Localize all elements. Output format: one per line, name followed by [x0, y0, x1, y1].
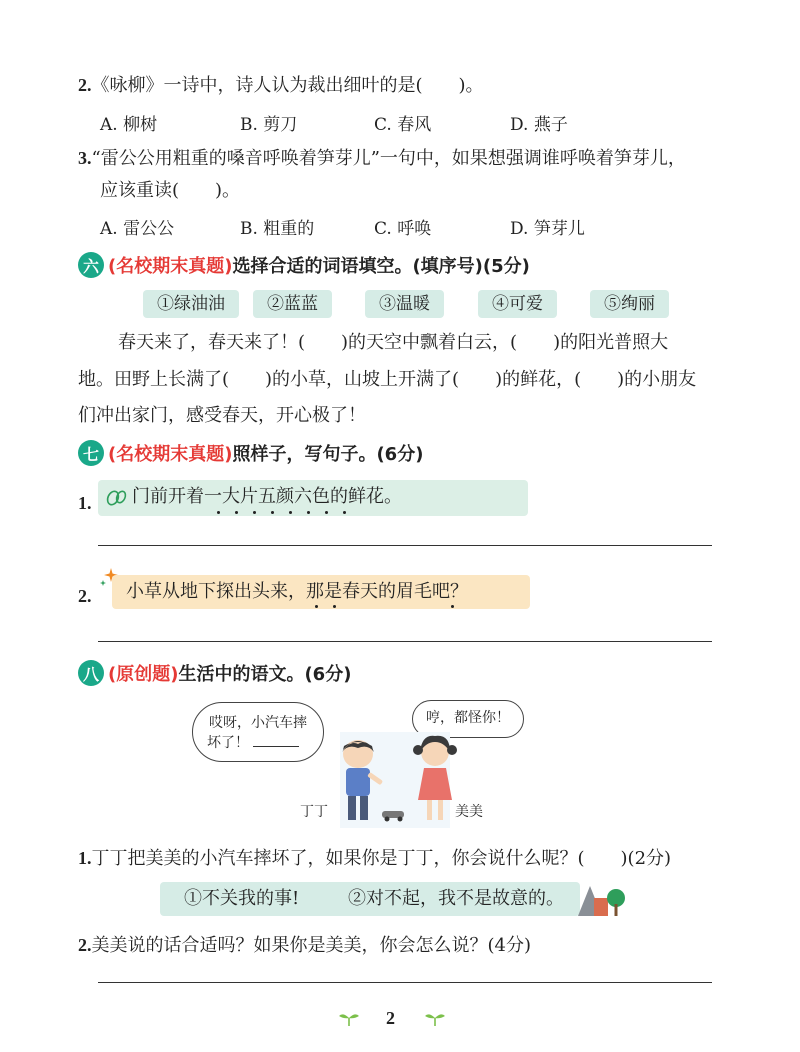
paragraph-line-1: 春天来了，春天来了！( )的天空中飘着白云，( )的阳光普照大: [118, 332, 669, 353]
section-8-question-1: [78, 845, 671, 872]
page-number: 2: [386, 1008, 395, 1028]
question-text: 丁丁把美美的小汽车摔坏了，如果你是丁丁，你会说什么呢？( )(2分): [91, 848, 672, 869]
question-number: 3.: [78, 148, 92, 168]
question-number: 2.: [78, 935, 92, 955]
bubble-text-line1: 哎呀，小汽车摔: [209, 715, 307, 731]
answer-line[interactable]: [98, 982, 712, 983]
q3-option-a: A. 雷公公: [100, 219, 175, 239]
choice-2: ②对不起，我不是故意的。: [348, 888, 564, 909]
house-tree-icon: [576, 880, 628, 916]
question-3: [78, 145, 686, 172]
example-sentence-box: [112, 575, 530, 609]
choice-1: ①不关我的事!: [184, 888, 300, 909]
boy-figure: [328, 736, 388, 828]
section-7-heading: [78, 440, 423, 466]
character-name-right: 美美: [455, 804, 483, 820]
question-3-line2: 应该重读( )。: [100, 180, 241, 201]
toy-car-icon: [380, 808, 408, 822]
question-text: 美美说的话合适吗？如果你是美美，你会怎么说？(4分): [91, 935, 531, 956]
sprout-icon: [424, 1010, 446, 1026]
question-number: 1.: [78, 848, 92, 868]
q2-option-a: A. 柳树: [100, 115, 158, 135]
q3-option-b: B. 粗重的: [240, 219, 315, 239]
word-chip-5: ⑤绚丽: [590, 290, 669, 318]
example-sentence: 小草从地下探出头来，那是春天的眉毛吧？: [126, 581, 468, 602]
question-text: 《咏柳》一诗中，诗人认为裁出细叶的是( )。: [91, 75, 484, 96]
leaf-icon: [106, 489, 128, 507]
section-6-heading: [78, 252, 530, 278]
section-title: 生活中的语文。(6分): [178, 664, 352, 685]
answer-line[interactable]: [98, 545, 712, 546]
item-number: 1.: [78, 493, 92, 513]
q2-option-d: D. 燕子: [510, 115, 568, 135]
word-chip-3: ③温暖: [365, 290, 444, 318]
illustration: [207, 700, 530, 830]
speech-bubble-right: 哼，都怪你！: [412, 700, 524, 738]
section-marker: 六: [78, 252, 104, 278]
choice-box: [160, 882, 580, 916]
girl-figure: [410, 734, 460, 826]
question-2: [78, 72, 484, 99]
speech-bubble-left: [192, 702, 324, 762]
paragraph-line-3: 们冲出家门，感受春天，开心极了！: [78, 405, 366, 426]
q2-option-c: C. 春风: [374, 115, 432, 135]
q2-option-b: B. 剪刀: [240, 115, 298, 135]
character-name-left: 丁丁: [300, 804, 328, 820]
section-8-heading: [78, 660, 351, 686]
q3-option-c: C. 呼唤: [374, 219, 432, 239]
section-tag: (名校期末真题): [108, 256, 233, 277]
item-number: 2.: [78, 586, 92, 606]
q3-option-d: D. 笋芽儿: [510, 219, 585, 239]
section-title: 照样子，写句子。(6分): [232, 444, 424, 465]
section-8-question-2: [78, 932, 531, 959]
section-title: 选择合适的词语填空。(填序号)(5分): [232, 256, 530, 277]
example-sentence: 门前开着一大片五颜六色的鲜花。: [132, 486, 402, 507]
paragraph-line-2: 地。田野上长满了( )的小草，山坡上开满了( )的鲜花，( )的小朋友: [78, 369, 697, 390]
question-text: “雷公公用粗重的嗓音呼唤着笋芽儿”一句中，如果想强调谁呼唤着笋芽儿，: [91, 148, 686, 169]
bubble-text-line2: 坏了！: [193, 732, 323, 752]
section-tag: (名校期末真题): [108, 444, 233, 465]
section-marker: 八: [78, 660, 104, 686]
question-number: 2.: [78, 75, 92, 95]
answer-line[interactable]: [98, 641, 712, 642]
word-chip-4: ④可爱: [478, 290, 557, 318]
sprout-icon: [338, 1010, 360, 1026]
word-chip-1: ①绿油油: [143, 290, 239, 318]
word-chip-2: ②蓝蓝: [253, 290, 332, 318]
example-sentence-box: [98, 480, 528, 516]
section-marker: 七: [78, 440, 104, 466]
section-tag: (原创题): [108, 664, 179, 685]
